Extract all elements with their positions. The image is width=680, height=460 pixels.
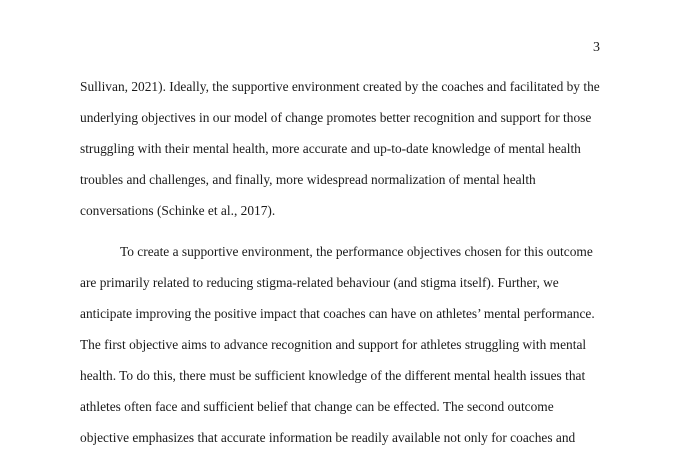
text-line: Sullivan, 2021). Ideally, the supportive environment created by the coaches and facilitated by the <box>80 79 600 94</box>
paragraph-spacing <box>80 233 610 243</box>
text-line: athletes often face and sufficient belief that change can be effected. The second outcome <box>80 399 554 414</box>
text-line: anticipate improving the positive impact that coaches can have on athletes’ mental performance. <box>80 306 595 321</box>
paragraph-1 <box>80 78 610 233</box>
page-number: 3 <box>593 40 600 55</box>
paragraph-2 <box>80 243 610 460</box>
text-line: To create a supportive environment, the performance objectives chosen for this outcome <box>120 244 593 259</box>
text-line: conversations (Schinke et al., 2017). <box>80 203 276 218</box>
text-line: troubles and challenges, and finally, more widespread normalization of mental health <box>80 172 536 187</box>
text-line: underlying objectives in our model of change promotes better recognition and support for those <box>80 110 592 125</box>
document-body <box>80 78 610 460</box>
text-line: The first objective aims to advance recognition and support for athletes struggling with mental <box>80 337 587 352</box>
text-line: health. To do this, there must be sufficient knowledge of the different mental health issues that <box>80 368 586 383</box>
text-line: objective emphasizes that accurate information be readily available not only for coaches and <box>80 430 576 445</box>
text-line: struggling with their mental health, more accurate and up-to-date knowledge of mental health <box>80 141 581 156</box>
text-line: are primarily related to reducing stigma-related behaviour (and stigma itself). Further, we <box>80 275 559 290</box>
